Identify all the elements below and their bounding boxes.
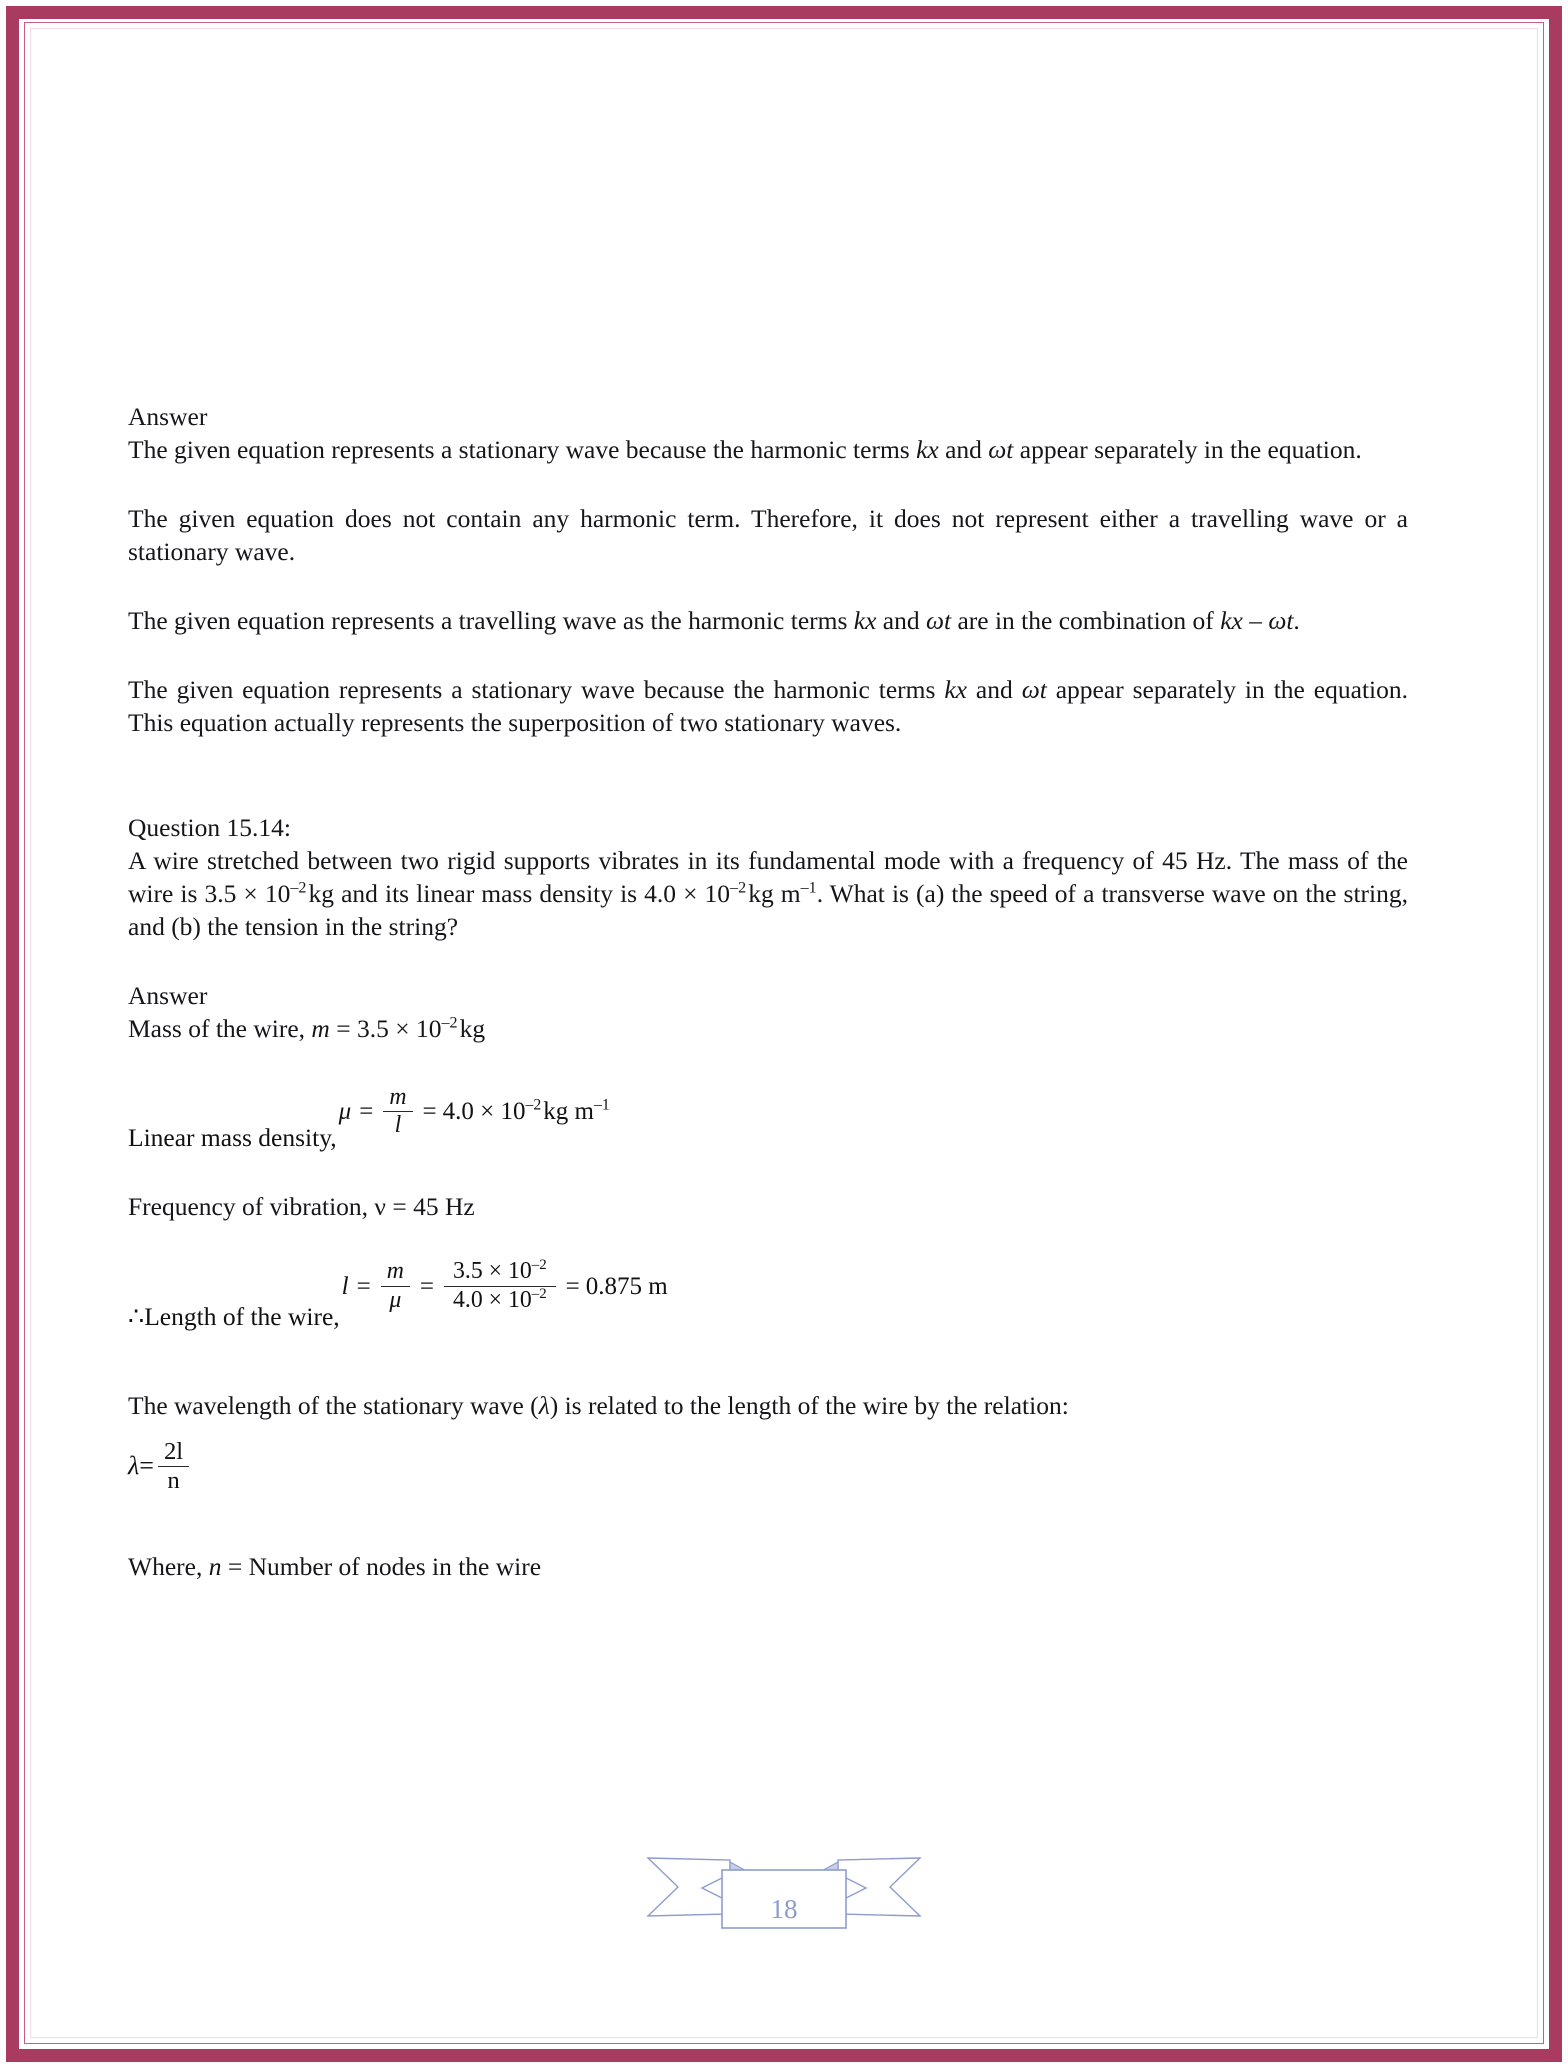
- exponent-minus-one: –1: [594, 1096, 610, 1114]
- fraction-2l-over-n: [158, 1439, 189, 1494]
- equals-sign: =: [419, 1272, 434, 1300]
- fraction-values: [444, 1259, 556, 1312]
- equals-sign: =: [422, 1098, 437, 1126]
- mass-of-wire-line: Mass of the wire, $m = 3.5 \times 10^{-2}$ kg: [128, 1014, 486, 1043]
- fraction-denominator: n: [167, 1466, 180, 1494]
- wavelength-intro: The wavelength of the stationary wave (λ) is related to the length of the wire by the relation:: [128, 1390, 1069, 1420]
- term-kx-minus-omega-t: kx – ωt: [1220, 606, 1294, 635]
- term-omega-t: ωt: [988, 435, 1014, 464]
- frequency-of-vibration-line: Frequency of vibration, ν = 45 Hz: [128, 1192, 475, 1222]
- term-kx: kx: [944, 675, 967, 704]
- exponent-minus-one: –1: [800, 879, 817, 897]
- linear-mass-density-label: Linear mass density,: [128, 1123, 337, 1153]
- page-footer: [0, 1840, 1568, 1960]
- equals-sign: =: [139, 1451, 154, 1481]
- length-of-wire-label: ∴Length of the wire,: [128, 1301, 340, 1331]
- page-number: 18: [770, 1894, 798, 1924]
- where-line: Where, n = Number of nodes in the wire: [128, 1552, 542, 1582]
- linear-mass-density-equation: [337, 1085, 610, 1138]
- term-omega-t: ωt: [1021, 675, 1047, 704]
- fraction-m-over-l: [383, 1085, 412, 1138]
- symbol-lambda: λ: [538, 1390, 550, 1420]
- fraction-numerator: $3.5 \times 10^{-2}$: [453, 1257, 547, 1285]
- page-content: [128, 400, 1408, 1583]
- symbol-m: m: [311, 1014, 330, 1043]
- fraction-denominator: l: [394, 1112, 402, 1139]
- exponent-minus-two: –2: [531, 1285, 547, 1302]
- equals-sign: =: [359, 1098, 374, 1126]
- term-kx: kx: [916, 435, 939, 464]
- length-result: 0.875 m: [585, 1272, 668, 1300]
- term-omega-t: ωt: [926, 606, 952, 635]
- length-of-wire-row: [128, 1257, 1408, 1332]
- symbol-l: l: [341, 1272, 349, 1300]
- answer-heading-1: Answer: [128, 402, 208, 431]
- answer-paragraph-2: The given equation does not contain any harmonic term. Therefore, it does not represent either a travelling wave or a stationary wave.: [128, 504, 1408, 566]
- answer-paragraph-4: The given equation represents a stationary wave because the harmonic terms kx and ωt appear separately in the equation. This equation actually represents the superposition of two stationary waves.: [128, 675, 1408, 737]
- fraction-numerator: m: [389, 1084, 407, 1110]
- answer-paragraph-1: The given equation represents a stationary wave because the harmonic terms kx and ωt appear separately in the equation.: [128, 435, 1362, 464]
- exponent-minus-two: –2: [531, 1257, 547, 1274]
- fraction-m-over-mu: [381, 1259, 410, 1312]
- equals-sign: =: [565, 1272, 580, 1300]
- length-of-wire-equation: [340, 1259, 668, 1312]
- linear-mass-density-value: $4.0 \times 10^{-2}$ kg $m^{-1}$: [442, 1096, 610, 1126]
- answer-paragraph-3: The given equation represents a travelling wave as the harmonic terms kx and ωt are in the combination of kx – ωt.: [128, 606, 1300, 635]
- fraction-denominator: $4.0 \times 10^{-2}$: [453, 1285, 547, 1313]
- fraction-numerator: 2l: [163, 1437, 184, 1465]
- symbol-n: n: [208, 1552, 222, 1582]
- exponent-minus-two: –2: [730, 879, 747, 897]
- symbol-mu: μ: [338, 1098, 352, 1126]
- symbol-lambda: λ: [128, 1451, 140, 1481]
- exponent-minus-two: –2: [525, 1096, 542, 1114]
- fraction-denominator: μ: [389, 1286, 402, 1313]
- wavelength-equation: [128, 1439, 193, 1494]
- wavelength-equation-block: [128, 1439, 1408, 1494]
- exponent-minus-two: –2: [290, 879, 307, 897]
- exponent-minus-two: –2: [441, 1014, 458, 1032]
- question-text: A wire stretched between two rigid supports vibrates in its fundamental mode with a frequency of 45 Hz. The mass of the wire is $3.5 \times 10^{-2}$ kg and its linear mass density is $4.0 \times 10^{-2}$ kg $m^{-1}$. What is (a) the speed of a transverse wave on the string, and (b) the tension in the string?: [128, 846, 1409, 941]
- term-kx: kx: [853, 606, 877, 635]
- equals-sign: =: [356, 1272, 371, 1300]
- linear-mass-density-row: [128, 1084, 1408, 1154]
- ribbon-banner: [634, 1840, 934, 1960]
- question-label: Question 15.14:: [128, 813, 291, 842]
- answer-heading-2: Answer: [128, 981, 208, 1010]
- fraction-numerator: m: [386, 1258, 404, 1285]
